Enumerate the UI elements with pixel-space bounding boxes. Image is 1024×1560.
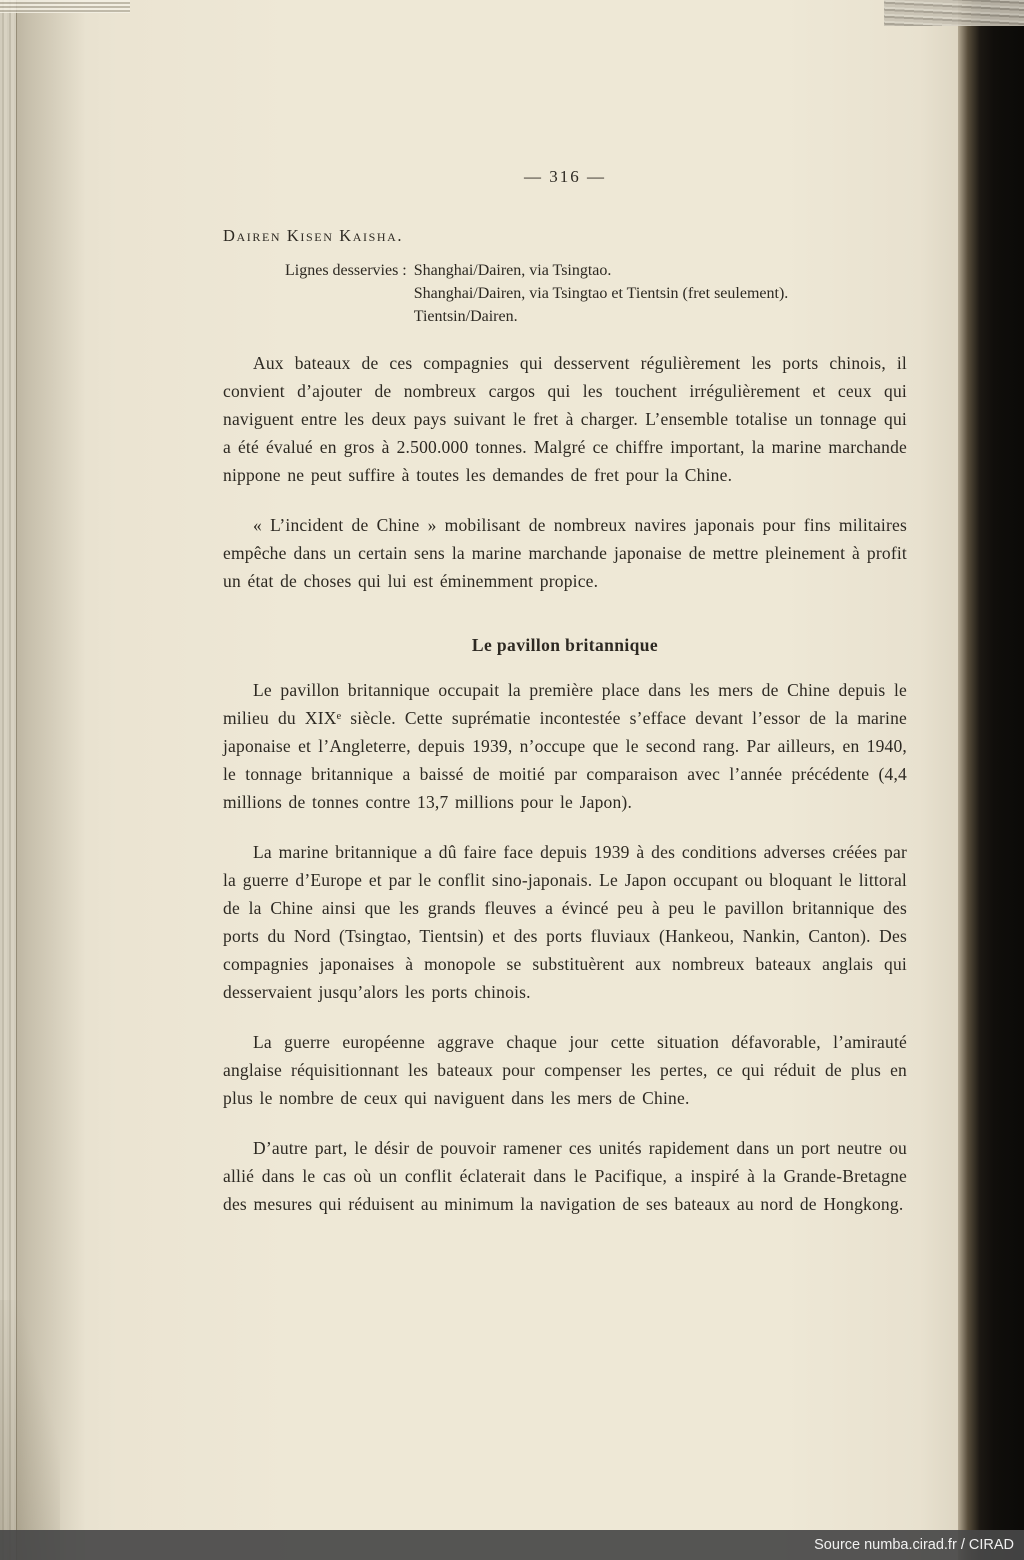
printed-text-block [223,0,907,1218]
book-fore-edge [958,0,1024,1560]
page-number: — 316 — [524,167,606,186]
paragraph-british-conditions: La marine britannique a dû faire face depuis 1939 à des conditions adverses créées par la guerre d’Europe et par le conflit sino-japonais. Le Japon occupant ou bloquant le littoral de la Chine ainsi que les grands fleuves a évincé peu à peu le pavillon britannique des ports du Nord (Tsingtao, Tientsin) et des ports fluviaux (Hankeou, Nankin, Canton). Des compagnies japonaises à monopole se substituèrent aux nombreux bateaux anglais qui desservaient jusqu’alors les ports chinois. [223,842,907,1003]
binding-edge [0,0,17,1560]
service-lines [285,259,907,329]
paragraph-european-war: La guerre européenne aggrave chaque jour cette situation défavorable, l’amirauté anglaise réquisitionnant les bateaux pour compenser les pertes, ce qui réduit de plus en plus le nombre de ceux qui naviguent dans les mers de Chine. [223,1032,907,1109]
service-line: Tientsin/Dairen. [413,307,518,325]
paragraph-british-supremacy: Le pavillon britannique occupait la première place dans les mers de Chine depuis le milieu du XIXᵉ siècle. Cette suprématie incontestée s’efface devant l’essor de la marine japonaise et l’Angleterre, depuis 1939, n’occupe que le second rang. Par ailleurs, en 1940, le tonnage britannique a baissé de moitié par comparaison avec l’année précédente (4,4 millions de tonnes contre 13,7 millions pour le Japon). [223,680,907,813]
company-heading: Dairen Kisen Kaisha. [223,226,404,246]
paragraph-china-incident: « L’incident de Chine » mobilisant de nombreux navires japonais pour fins militaires empêche dans un certain sens la marine marchande japonaise de mettre pleinement à profit un état de choses qui lui est éminemment propice. [223,515,907,592]
source-footer [0,1530,1024,1560]
paragraph-tonnage: Aux bateaux de ces compagnies qui desservent régulièrement les ports chinois, il convient d’ajouter de nombreux cargos qui les touchent irrégulièrement et ceux qui naviguent entre les deux pays suivant le fret à charger. L’ensemble totalise un tonnage qui a été évalué en gros à 2.500.000 tonnes. Malgré ce chiffre important, la marine marchande nippone ne peut suffire à toutes les demandes de fret pour la Chine. [223,353,907,486]
section-heading: Le pavillon britannique [471,635,659,656]
source-label: Source numba.cirad.fr / CIRAD [814,1537,1014,1553]
gutter-shadow [16,0,86,1560]
paragraph-british-measures: D’autre part, le désir de pouvoir ramener ces unités rapidement dans un port neutre ou allié dans le cas où un conflit éclaterait dans le Pacifique, a inspiré à la Grande-Bretagne des mesures qui réduisent au minimum la navigation de ses bateaux au nord de Hongkong. [223,1138,907,1215]
page-stack-top-left [0,0,130,13]
service-line: Shanghai/Dairen, via Tsingtao et Tientsin (fret seulement). [413,284,789,302]
service-lines-items [414,259,789,329]
service-lines-label: Lignes desservies : [285,261,407,279]
service-line: Shanghai/Dairen, via Tsingtao. [413,261,612,279]
